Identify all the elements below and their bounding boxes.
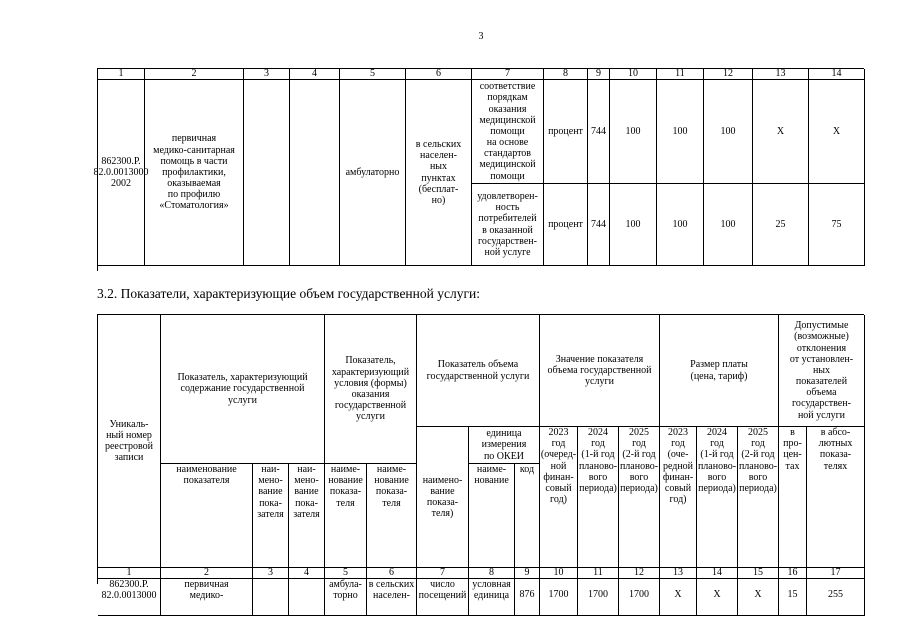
- deviation-absolute-cell: Х: [809, 80, 865, 184]
- header-subindicator-name: наи- мено- вание пока- зателя: [289, 464, 325, 568]
- header-register-number: Уникаль- ный номер реестровой записи: [98, 315, 161, 568]
- header-deviation: Допустимые (возможные) отклонения от установлен- ных показателей объема государствен- ной услуги: [779, 315, 865, 427]
- page-number: 3: [478, 31, 484, 42]
- quality-indicators-table: [93, 68, 864, 271]
- unit-name-cell: условная единица: [469, 579, 515, 616]
- column-number: 14: [809, 69, 865, 80]
- header-volume-indicator: Показатель объема государственной услуги: [417, 315, 540, 427]
- column-number: 2: [145, 69, 244, 80]
- column-number: 1: [98, 69, 145, 80]
- deviation-percent-cell: Х: [753, 80, 809, 184]
- value-2025-cell: 100: [704, 80, 753, 184]
- unit-code-cell: 744: [588, 80, 610, 184]
- column-number: 5: [340, 69, 406, 80]
- service-name-cell: первичная медико-: [161, 579, 253, 616]
- header-okei-name: наиме- нование: [469, 464, 515, 568]
- column-number: 6: [367, 568, 417, 579]
- header-subindicator-name: наи- мено- вание пока- зателя: [253, 464, 289, 568]
- register-number-cell: 862300.Р. 82.0.0013000 2002: [98, 80, 145, 266]
- column-number: 2: [161, 568, 253, 579]
- column-number: 12: [704, 69, 753, 80]
- fee-2024-cell: Х: [697, 579, 738, 616]
- header-content-indicator: Показатель, характеризующий содержание государственной услуги: [161, 315, 325, 464]
- empty-cell: [289, 579, 325, 616]
- header-fee: Размер платы (цена, тариф): [660, 315, 779, 427]
- header-deviation-percent: в про- цен- тах: [779, 427, 807, 568]
- column-number: 8: [544, 69, 588, 80]
- fee-2023-cell: Х: [660, 579, 697, 616]
- column-number: 17: [807, 568, 865, 579]
- header-volume-name: наимено- вание показа- теля): [417, 427, 469, 568]
- column-number: 8: [469, 568, 515, 579]
- header-fee-2025: 2025 год (2-й год планово- вого периода): [738, 427, 779, 568]
- column-number: 10: [610, 69, 657, 80]
- column-number: 12: [619, 568, 660, 579]
- indicator-name-cell: число посещений: [417, 579, 469, 616]
- section-heading: 3.2. Показатели, характеризующие объем государственной услуги:: [97, 286, 480, 301]
- column-number: 7: [417, 568, 469, 579]
- column-number: 6: [406, 69, 472, 80]
- register-number-cell: 862300.Р. 82.0.0013000: [98, 579, 161, 616]
- deviation-percent-cell: 25: [753, 184, 809, 266]
- unit-code-cell: 744: [588, 184, 610, 266]
- indicator-name-cell: удовлетворен- ность потребителей в оказанной государствен- ной услуге: [472, 184, 544, 266]
- service-form-cell: амбула- торно: [325, 579, 367, 616]
- column-number: 13: [660, 568, 697, 579]
- header-fee-2024: 2024 год (1-й год планово- вого периода): [697, 427, 738, 568]
- unit-code-cell: 876: [515, 579, 540, 616]
- header-subindicator-name: наименование показателя: [161, 464, 253, 568]
- column-number: 11: [657, 69, 704, 80]
- header-indicator-value: Значение показателя объема государственной услуги: [540, 315, 660, 427]
- column-number: 16: [779, 568, 807, 579]
- column-number: 1: [98, 568, 161, 579]
- column-number: 4: [290, 69, 340, 80]
- column-number: 14: [697, 568, 738, 579]
- service-conditions-cell: в сельских населен- ных пунктах (бесплат- но): [406, 80, 472, 266]
- header-value-2025: 2025 год (2-й год планово- вого периода): [619, 427, 660, 568]
- value-2024-cell: 1700: [578, 579, 619, 616]
- deviation-absolute-cell: 75: [809, 184, 865, 266]
- empty-cell: [253, 579, 289, 616]
- service-form-cell: амбулаторно: [340, 80, 406, 266]
- header-fee-2023: 2023 год (оче- редной финан- совый год): [660, 427, 697, 568]
- service-conditions-cell: в сельских населен-: [367, 579, 417, 616]
- header-value-2024: 2024 год (1-й год планово- вого периода): [578, 427, 619, 568]
- deviation-percent-cell: 15: [779, 579, 807, 616]
- header-okei-unit: единица измерения по ОКЕИ: [469, 427, 540, 464]
- deviation-absolute-cell: 255: [807, 579, 865, 616]
- column-number: 9: [588, 69, 610, 80]
- value-2025-cell: 1700: [619, 579, 660, 616]
- column-number: 9: [515, 568, 540, 579]
- value-2023-cell: 100: [610, 80, 657, 184]
- column-number: 10: [540, 568, 578, 579]
- unit-name-cell: процент: [544, 184, 588, 266]
- header-subindicator-name: наиме- нование показа- теля: [325, 464, 367, 568]
- column-number: 5: [325, 568, 367, 579]
- value-2023-cell: 1700: [540, 579, 578, 616]
- column-number: 4: [289, 568, 325, 579]
- service-name-cell: первичная медико-санитарная помощь в части профилактики, оказываемая по профилю «Стоматология»: [145, 80, 244, 266]
- value-2024-cell: 100: [657, 184, 704, 266]
- value-2025-cell: 100: [704, 184, 753, 266]
- column-number: 7: [472, 69, 544, 80]
- value-2023-cell: 100: [610, 184, 657, 266]
- header-value-2023: 2023 год (очеред- ной финан- совый год): [540, 427, 578, 568]
- column-number: 3: [244, 69, 290, 80]
- header-subindicator-name: наиме- нование показа- теля: [367, 464, 417, 568]
- empty-cell: [290, 80, 340, 266]
- value-2024-cell: 100: [657, 80, 704, 184]
- column-number: 3: [253, 568, 289, 579]
- empty-cell: [244, 80, 290, 266]
- header-deviation-absolute: в абсо- лютных показа- телях: [807, 427, 865, 568]
- header-okei-code: код: [515, 464, 540, 568]
- fee-2025-cell: Х: [738, 579, 779, 616]
- column-number: 15: [738, 568, 779, 579]
- column-number: 13: [753, 69, 809, 80]
- unit-name-cell: процент: [544, 80, 588, 184]
- volume-indicators-table: [97, 314, 864, 602]
- header-conditions-indicator: Показатель, характеризующий условия (формы) оказания государственной услуги: [325, 315, 417, 464]
- indicator-name-cell: соответствие порядкам оказания медицинской помощи на основе стандартов медицинской помощи: [472, 80, 544, 184]
- column-number: 11: [578, 568, 619, 579]
